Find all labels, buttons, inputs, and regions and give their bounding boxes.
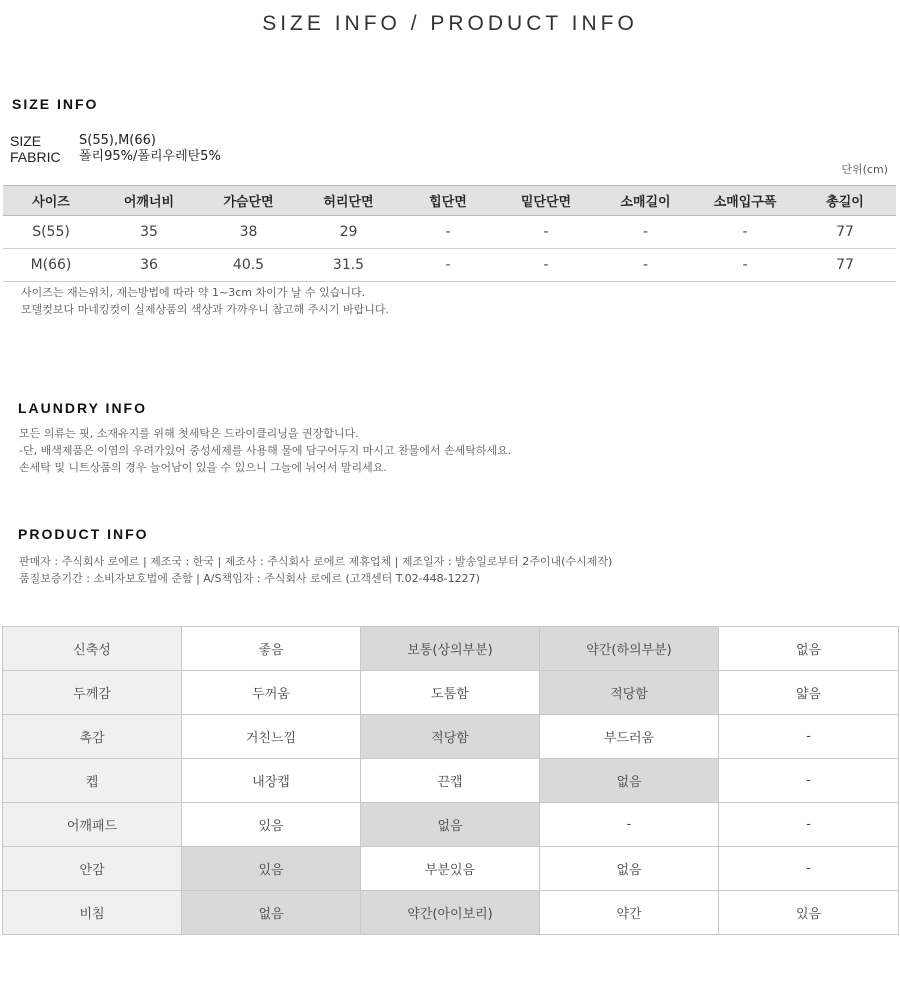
attribute-option: 보통(상의부분)	[361, 627, 540, 671]
table-cell: M(66)	[3, 249, 99, 282]
attribute-option: -	[719, 715, 899, 759]
table-cell: 29	[298, 216, 399, 249]
attribute-option: 적당함	[361, 715, 540, 759]
attribute-label: 어깨패드	[3, 803, 182, 847]
attribute-option: 두꺼움	[182, 671, 361, 715]
attribute-option: 약간(아이보리)	[361, 891, 540, 935]
header-cell: 밑단단면	[497, 186, 595, 216]
table-cell: -	[595, 249, 696, 282]
attribute-label: 비침	[3, 891, 182, 935]
table-row	[3, 249, 896, 282]
attribute-row	[3, 715, 899, 759]
header-cell: 어깨너비	[99, 186, 199, 216]
page-title: SIZE INFO / PRODUCT INFO	[262, 12, 638, 35]
attribute-option: 적당함	[540, 671, 719, 715]
table-cell: -	[595, 216, 696, 249]
fabric-value: 폴리95%/폴리우레탄5%	[79, 149, 221, 164]
attribute-row	[3, 891, 899, 935]
unit-label: 단위(cm)	[841, 163, 888, 176]
fabric-label: FABRIC	[10, 149, 61, 165]
header-cell: 힙단면	[399, 186, 497, 216]
attribute-option: 없음	[540, 847, 719, 891]
attribute-option: 약간	[540, 891, 719, 935]
attribute-option: 도톰함	[361, 671, 540, 715]
attribute-option: 약간(하의부분)	[540, 627, 719, 671]
attribute-option: 없음	[540, 759, 719, 803]
attribute-row	[3, 671, 899, 715]
size-info-heading: SIZE INFO	[12, 96, 99, 112]
table-cell: -	[696, 249, 794, 282]
attribute-row	[3, 803, 899, 847]
attribute-label: 신축성	[3, 627, 182, 671]
spec-block	[10, 133, 221, 165]
laundry-line: 손세탁 및 니트상품의 경우 늘어남이 있을 수 있으니 그늘에 뉘어서 말리세요.	[19, 461, 387, 474]
table-row	[3, 216, 896, 249]
attribute-option: 있음	[182, 803, 361, 847]
attribute-option: -	[540, 803, 719, 847]
header-cell: 소매길이	[595, 186, 696, 216]
product-notes	[19, 553, 612, 587]
size-notes	[21, 284, 389, 318]
attribute-option: 내장캡	[182, 759, 361, 803]
table-cell: -	[399, 216, 497, 249]
laundry-line: 모든 의류는 핏, 소재유지를 위해 첫세탁은 드라이클리닝을 권장합니다.	[19, 427, 359, 440]
product-line: 품질보증기간 : 소비자보호법에 준함 | A/S책임자 : 주식회사 로에르 (고객센터 T.02-448-1227)	[19, 572, 480, 585]
size-value: S(55),M(66)	[79, 133, 156, 148]
attribute-option: 거친느낌	[182, 715, 361, 759]
note-line: 모델컷보다 마네킹컷이 실제상품의 색상과 가까우니 참고해 주시기 바랍니다.	[21, 303, 390, 316]
table-cell: 40.5	[199, 249, 298, 282]
product-info-heading: PRODUCT INFO	[18, 526, 149, 542]
attribute-option: 끈캡	[361, 759, 540, 803]
attribute-option: 있음	[182, 847, 361, 891]
attribute-option: 있음	[719, 891, 899, 935]
attribute-table	[2, 626, 899, 935]
attribute-option: 부분있음	[361, 847, 540, 891]
attribute-option: 없음	[361, 803, 540, 847]
attribute-label: 안감	[3, 847, 182, 891]
header-cell: 총길이	[794, 186, 896, 216]
product-line: 판매자 : 주식회사 로에르 | 제조국 : 한국 | 제조사 : 주식회사 로에르 제휴업체 | 제조일자 : 발송일로부터 2주이내(수시제작)	[19, 555, 613, 568]
table-cell: 35	[99, 216, 199, 249]
attribute-label: 촉감	[3, 715, 182, 759]
header-cell: 가슴단면	[199, 186, 298, 216]
attribute-option: 없음	[719, 627, 899, 671]
attribute-option: -	[719, 759, 899, 803]
table-cell: 38	[199, 216, 298, 249]
header-cell: 사이즈	[3, 186, 99, 216]
table-cell: 77	[794, 216, 896, 249]
table-cell: 31.5	[298, 249, 399, 282]
attribute-row	[3, 627, 899, 671]
attribute-option: 얇음	[719, 671, 899, 715]
attribute-row	[3, 759, 899, 803]
size-table-header	[3, 186, 896, 216]
header-cell: 허리단면	[298, 186, 399, 216]
header-cell: 소매입구폭	[696, 186, 794, 216]
attribute-row	[3, 847, 899, 891]
table-cell: -	[696, 216, 794, 249]
table-cell: S(55)	[3, 216, 99, 249]
table-cell: -	[399, 249, 497, 282]
table-cell: 77	[794, 249, 896, 282]
laundry-notes	[19, 425, 511, 476]
attribute-option: -	[719, 847, 899, 891]
table-cell: -	[497, 249, 595, 282]
table-cell: -	[497, 216, 595, 249]
attribute-label: 켑	[3, 759, 182, 803]
laundry-info-heading: LAUNDRY INFO	[18, 400, 147, 416]
attribute-option: 없음	[182, 891, 361, 935]
attribute-option: -	[719, 803, 899, 847]
note-line: 사이즈는 재는위치, 재는방법에 따라 약 1~3cm 차이가 날 수 있습니다.	[21, 286, 366, 299]
attribute-option: 좋음	[182, 627, 361, 671]
laundry-line: -단, 배색제품은 이염의 우려가있어 중성세제를 사용해 물에 담구어두지 마시고 찬물에서 손세탁하세요.	[19, 444, 512, 457]
attribute-label: 두께감	[3, 671, 182, 715]
attribute-option: 부드러움	[540, 715, 719, 759]
size-table	[3, 185, 896, 282]
table-cell: 36	[99, 249, 199, 282]
size-label: SIZE	[10, 133, 42, 149]
